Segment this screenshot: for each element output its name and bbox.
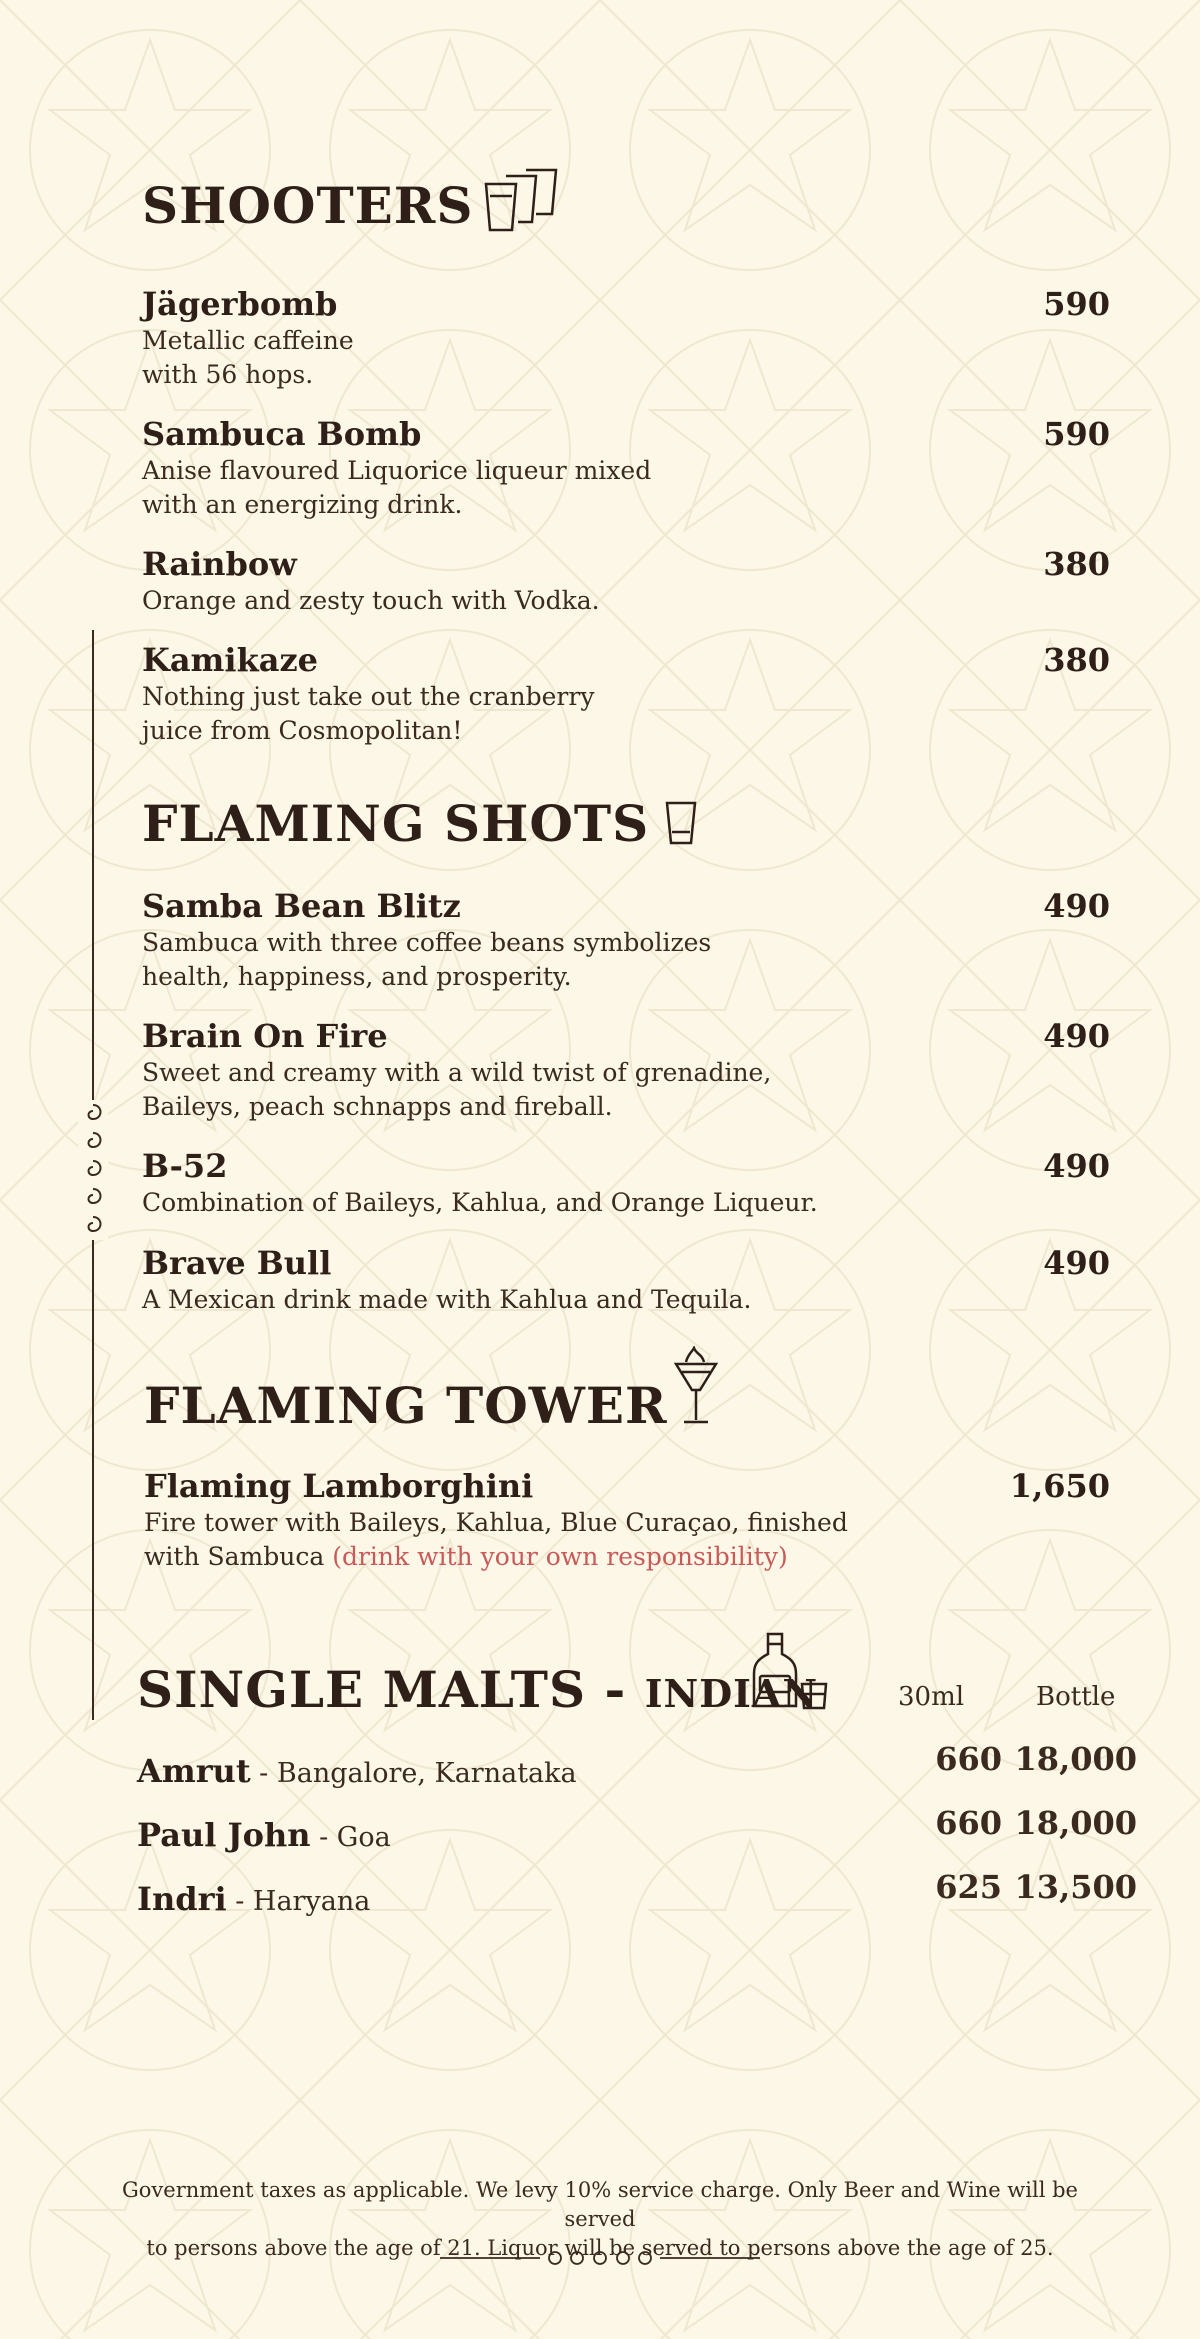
item-name: Flaming Lamborghini [144, 1467, 534, 1505]
item-price: 490 [1043, 1147, 1110, 1185]
item-name: Jägerbomb [142, 285, 338, 323]
column-header-30ml: 30ml [898, 1682, 965, 1712]
item-price: 490 [1043, 1244, 1110, 1282]
menu-item [142, 1243, 1122, 1317]
item-price: 590 [1043, 285, 1110, 323]
malt-origin: - Goa [310, 1822, 391, 1853]
item-name: Brain On Fire [142, 1017, 388, 1055]
malt-row [137, 1868, 1137, 1924]
footer-disclaimer: Government taxes as applicable. We levy 10% service charge. Only Beer and Wine will be served to persons above the age of 21. Liquor will be served to persons above the age of 25. [122, 2178, 1078, 2260]
malt-origin: - Bangalore, Karnataka [250, 1758, 577, 1789]
item-description: Metallic caffeine with 56 hops. [142, 326, 354, 389]
item-price: 1,650 [1009, 1467, 1110, 1505]
item-name: Rainbow [142, 545, 297, 583]
price-bottle: 13,500 [1014, 1868, 1137, 1906]
item-price: 380 [1043, 641, 1110, 679]
single-malts-title: SINGLE MALTS - [137, 1660, 645, 1719]
scroll-ornament-icon [78, 1100, 108, 1240]
footer-ornament-icon [440, 2248, 760, 2268]
responsibility-warning: (drink with your own responsibility) [332, 1542, 788, 1571]
menu-item [142, 1146, 1122, 1220]
price-30ml: 660 [935, 1804, 1002, 1842]
item-description: Sambuca with three coffee beans symbolizes health, happiness, and prosperity. [142, 928, 712, 991]
item-description: Combination of Baileys, Kahlua, and Orange Liqueur. [142, 1188, 818, 1217]
single-malts-subtitle: INDIAN [644, 1671, 819, 1716]
item-description-text: Fire tower with Baileys, Kahlua, Blue Curaçao, finished with Sambuca [144, 1508, 848, 1571]
section-title-shooters: SHOOTERS [142, 176, 474, 235]
flaming-cocktail-icon [672, 1346, 720, 1426]
item-price: 380 [1043, 545, 1110, 583]
malt-name: Amrut [137, 1752, 251, 1790]
menu-item [142, 544, 1122, 618]
item-name: Kamikaze [142, 641, 318, 679]
menu-item [142, 414, 1122, 522]
menu-item [144, 1466, 1124, 1574]
price-bottle: 18,000 [1014, 1804, 1137, 1842]
section-title-flaming-tower: FLAMING TOWER [144, 1376, 668, 1435]
malt-row [137, 1740, 1137, 1796]
item-price: 490 [1043, 887, 1110, 925]
item-price: 590 [1043, 415, 1110, 453]
price-30ml: 625 [935, 1868, 1002, 1906]
malt-name: Paul John [137, 1816, 311, 1854]
item-name: Sambuca Bomb [142, 415, 422, 453]
malt-origin: - Haryana [226, 1886, 371, 1917]
price-bottle: 18,000 [1014, 1740, 1137, 1778]
item-description: Sweet and creamy with a wild twist of grenadine, Baileys, peach schnapps and fireball. [142, 1058, 772, 1121]
item-name: Samba Bean Blitz [142, 887, 461, 925]
item-price: 490 [1043, 1017, 1110, 1055]
item-name: Brave Bull [142, 1244, 332, 1282]
menu-item [142, 1016, 1122, 1124]
menu-item [142, 640, 1122, 748]
item-description: Anise flavoured Liquorice liqueur mixed with an energizing drink. [142, 456, 652, 519]
malt-name: Indri [137, 1880, 227, 1918]
item-description: Orange and zesty touch with Vodka. [142, 586, 600, 615]
section-title-flaming-shots: FLAMING SHOTS [142, 794, 650, 853]
menu-item [142, 886, 1122, 994]
column-header-bottle: Bottle [1036, 1682, 1116, 1712]
whisky-bottle-icon [750, 1632, 830, 1712]
item-description [144, 1506, 864, 1574]
shot-glasses-icon [482, 168, 562, 234]
menu-item [142, 284, 1122, 392]
shot-glass-icon [664, 800, 698, 846]
malt-row [137, 1804, 1137, 1860]
price-30ml: 660 [935, 1740, 1002, 1778]
item-name: B-52 [142, 1147, 228, 1185]
item-description: A Mexican drink made with Kahlua and Tequila. [142, 1285, 752, 1314]
item-description: Nothing just take out the cranberry juice from Cosmopolitan! [142, 682, 595, 745]
section-title-single-malts [137, 1660, 818, 1719]
